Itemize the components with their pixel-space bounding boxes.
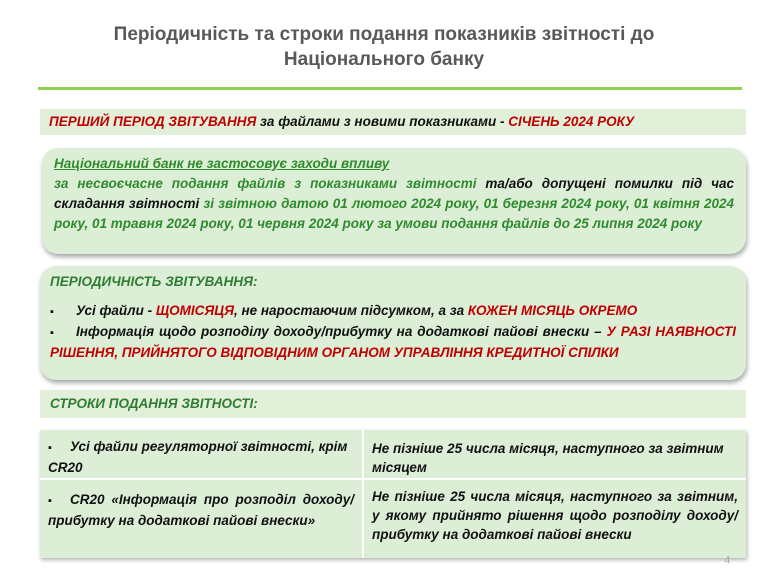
deadlines-heading: СТРОКИ ПОДАННЯ ЗВІТНОСТІ: — [50, 396, 258, 411]
nbu-notice-body — [54, 174, 734, 234]
nbu-notice-text-b: та/або допущені помилки під час складання звітності — [54, 176, 734, 211]
deadlines-table — [40, 430, 746, 558]
title-line-1: Періодичність та строки подання показників звітності до — [113, 24, 655, 45]
title-line-2: Національного банку — [283, 49, 485, 70]
periodicity-card — [40, 266, 746, 380]
nbu-notice-card — [42, 148, 746, 254]
table-cell-file-type: ▪ Усі файли регуляторної звітності, крім CR20 — [48, 439, 348, 475]
nbu-notice-text-c: зі звітною датою 01 лютого 2024 року, 01 березня 2024 року, 01 квітня 2024 року, 01 травня 2024 року, 01 червня 2024 року за умови подання файлів до 25 липня 2024 року — [54, 196, 734, 231]
first-period-banner — [40, 109, 746, 135]
table-cell-deadline: Не пізніше 25 числа місяця, наступного за звітним місяцем — [372, 441, 724, 475]
bullet-icon: ▪ — [50, 306, 54, 318]
table-divider — [40, 478, 746, 480]
table-cell-deadline: Не пізніше 25 числа місяця, наступного за звітним, у якому прийнято рішення щодо розподілу доходу/прибутку на додаткові пайові внески — [372, 489, 738, 542]
bullet-icon: ▪ — [48, 495, 52, 507]
first-period-text: за файлами з новими показниками - — [256, 114, 509, 129]
periodicity-heading: ПЕРІОДИЧНІСТЬ ЗВІТУВАННЯ: — [50, 274, 258, 289]
nbu-notice-heading: Національний банк не застосовує заходи впливу — [54, 156, 390, 171]
first-period-label: ПЕРШИЙ ПЕРІОД ЗВІТУВАННЯ — [49, 114, 257, 129]
bullet-icon: ▪ — [48, 442, 52, 454]
periodicity-item: ▪ Усі файли - ЩОМІСЯЦЯ, не наростаючим підсумком, а за КОЖЕН МІСЯЦЬ ОКРЕМО — [50, 301, 736, 322]
page-number: 4 — [724, 555, 730, 566]
bullet-icon: ▪ — [50, 327, 54, 339]
page-title — [60, 22, 708, 72]
first-period-date: СІЧЕНЬ 2024 РОКУ — [508, 114, 635, 129]
periodicity-item: ▪ Інформація щодо розподілу доходу/прибутку на додаткові пайові внески – У РАЗІ НАЯВНОСТІ РІШЕННЯ, ПРИЙНЯТОГО ВІДПОВІДНИМ ОРГАНОМ УПРАВЛІННЯ КРЕДИТНОЇ СПІЛКИ — [50, 324, 736, 360]
title-divider — [38, 87, 742, 90]
nbu-notice-text-a: за несвоєчасне подання файлів з показниками звітності — [54, 176, 477, 191]
deadlines-heading-bar — [40, 390, 746, 418]
table-divider — [362, 430, 364, 558]
table-cell-file-type: ▪ CR20 «Інформація про розподіл доходу/прибутку на додаткові пайові внески» — [48, 492, 354, 528]
